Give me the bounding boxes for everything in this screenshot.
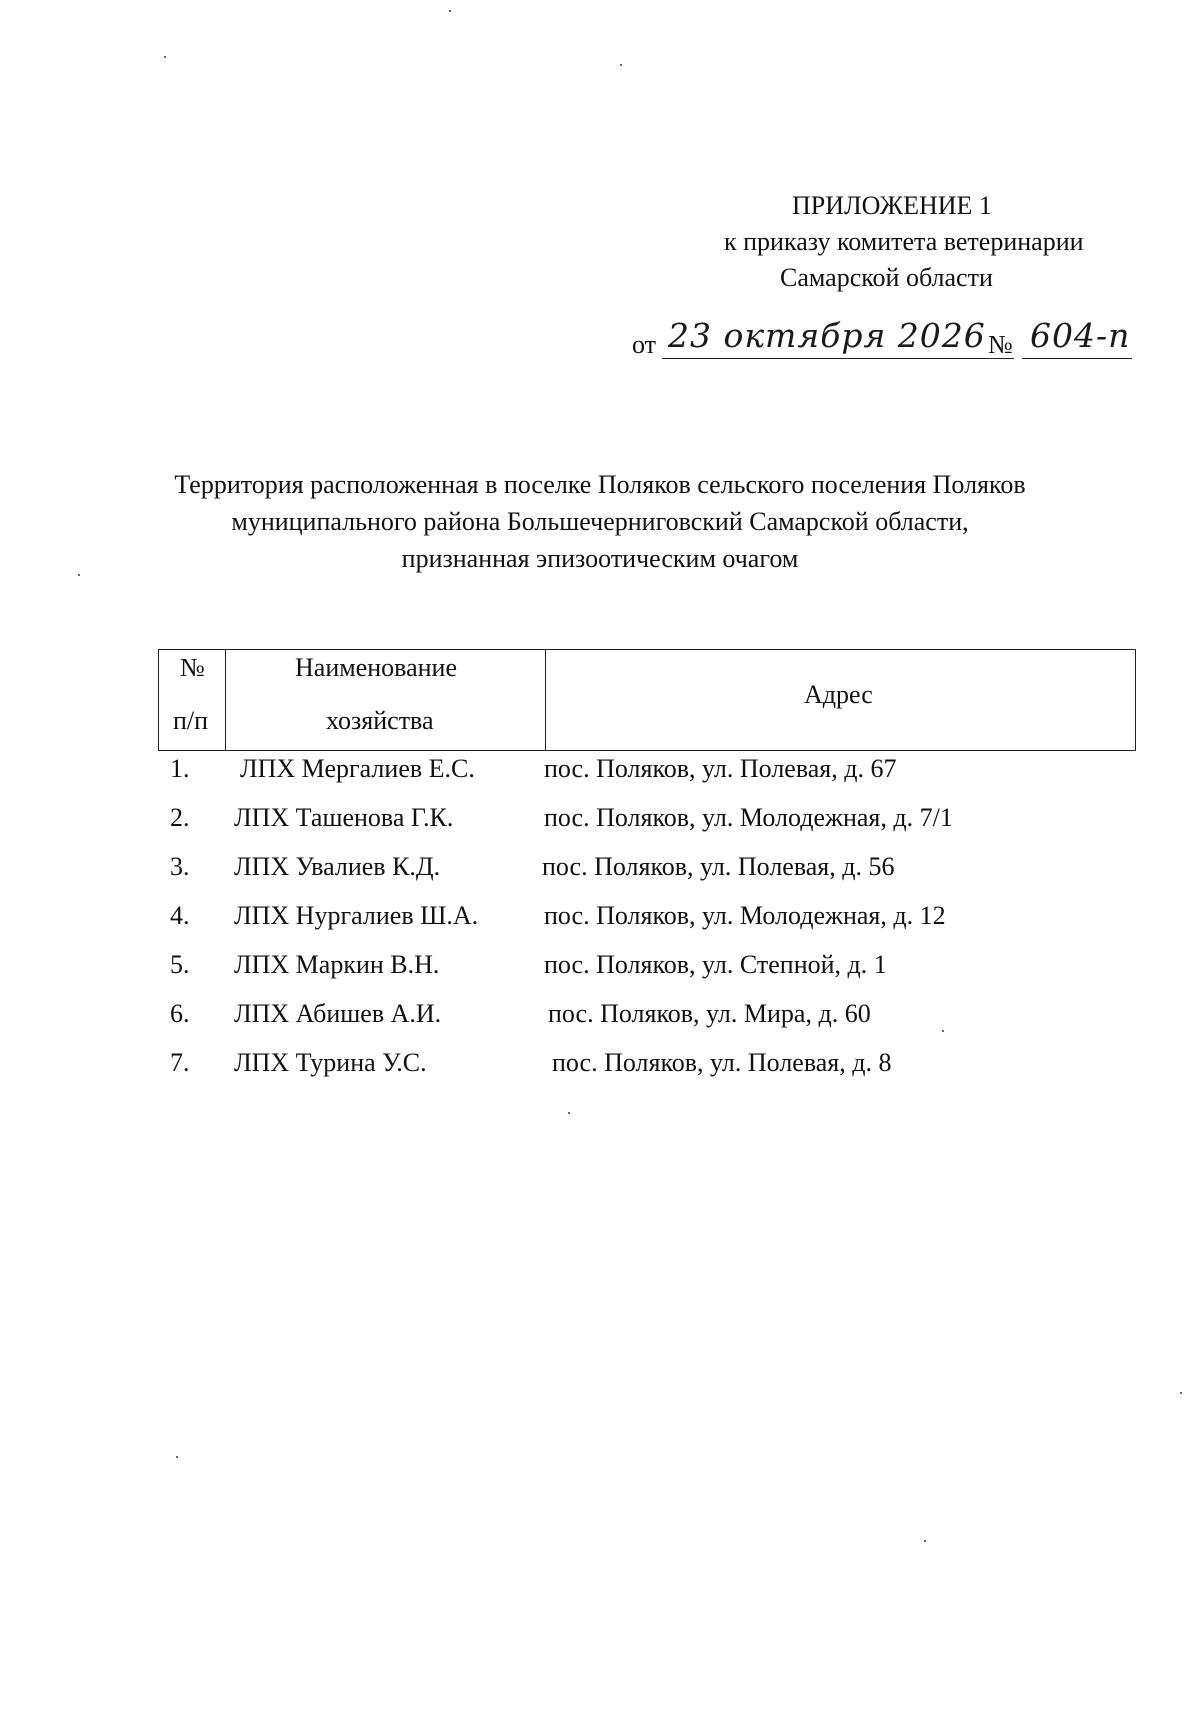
scan-speck [164, 56, 166, 58]
row-address: пос. Поляков, ул. Мира, д. 60 [548, 999, 871, 1028]
row-farm-name: ЛПХ Увалиев К.Д. [234, 852, 441, 881]
row-number: 2. [170, 803, 190, 832]
row-number: 5. [170, 950, 190, 979]
row-farm-name: ЛПХ Маркин В.Н. [234, 950, 440, 979]
table-row [0, 852, 1200, 892]
order-date-handwritten: 23 октября 2026 [668, 316, 986, 355]
scan-speck [449, 10, 451, 12]
scan-speck [1180, 1392, 1182, 1394]
row-address: пос. Поляков, ул. Полевая, д. 67 [544, 754, 897, 783]
order-number-underline [1022, 358, 1132, 359]
order-number-handwritten: 604-п [1030, 316, 1131, 355]
order-reference [632, 318, 1152, 368]
header-number-line2: п/п [173, 706, 209, 735]
document-title [150, 466, 1050, 577]
row-number: 7. [170, 1048, 190, 1077]
title-line-2: муниципального района Большечерниговский Самарской области, [231, 507, 969, 536]
row-number: 1. [170, 754, 190, 783]
scan-speck [620, 64, 622, 66]
table-row [0, 950, 1200, 990]
row-address: пос. Поляков, ул. Молодежная, д. 12 [544, 901, 946, 930]
row-farm-name: ЛПХ Турина У.С. [234, 1048, 427, 1077]
header-divider-1 [225, 650, 226, 750]
row-address: пос. Поляков, ул. Степной, д. 1 [544, 950, 887, 979]
scan-speck [78, 574, 80, 576]
row-number: 4. [170, 901, 190, 930]
row-number: 3. [170, 852, 190, 881]
header-name-line2: хозяйства [326, 706, 434, 735]
table-row [0, 999, 1200, 1039]
row-number: 6. [170, 999, 190, 1028]
header-name-line1: Наименование [295, 653, 457, 682]
order-number-label: № [988, 330, 1013, 359]
row-farm-name: ЛПХ Нургалиев Ш.А. [234, 901, 479, 930]
row-farm-name: ЛПХ Ташенова Г.К. [234, 803, 454, 832]
table-row [0, 901, 1200, 941]
scan-speck [924, 1540, 926, 1542]
table-row [0, 754, 1200, 794]
order-date-underline [662, 358, 1014, 359]
title-line-1: Территория расположенная в поселке Поляков сельского поселения Поляков [174, 470, 1026, 499]
scan-speck [176, 1456, 178, 1458]
table-row [0, 1048, 1200, 1088]
appendix-order-line: к приказу комитета ветеринарии [724, 227, 1084, 256]
row-address: пос. Поляков, ул. Молодежная, д. 7/1 [544, 803, 953, 832]
appendix-region-line: Самарской области [780, 263, 993, 292]
scan-speck [942, 1030, 944, 1032]
table-row [0, 803, 1200, 843]
header-divider-2 [545, 650, 546, 750]
order-from-label: от [632, 330, 657, 359]
header-address: Адрес [804, 680, 873, 709]
row-farm-name: ЛПХ Абишев А.И. [234, 999, 442, 1028]
appendix-title: ПРИЛОЖЕНИЕ 1 [792, 191, 992, 220]
header-number-line1: № [180, 653, 205, 682]
title-line-3: признанная эпизоотическим очагом [401, 544, 799, 573]
row-address: пос. Поляков, ул. Полевая, д. 8 [552, 1048, 892, 1077]
row-farm-name: ЛПХ Мергалиев Е.С. [240, 754, 475, 783]
row-address: пос. Поляков, ул. Полевая, д. 56 [542, 852, 895, 881]
scan-speck [568, 1112, 570, 1114]
